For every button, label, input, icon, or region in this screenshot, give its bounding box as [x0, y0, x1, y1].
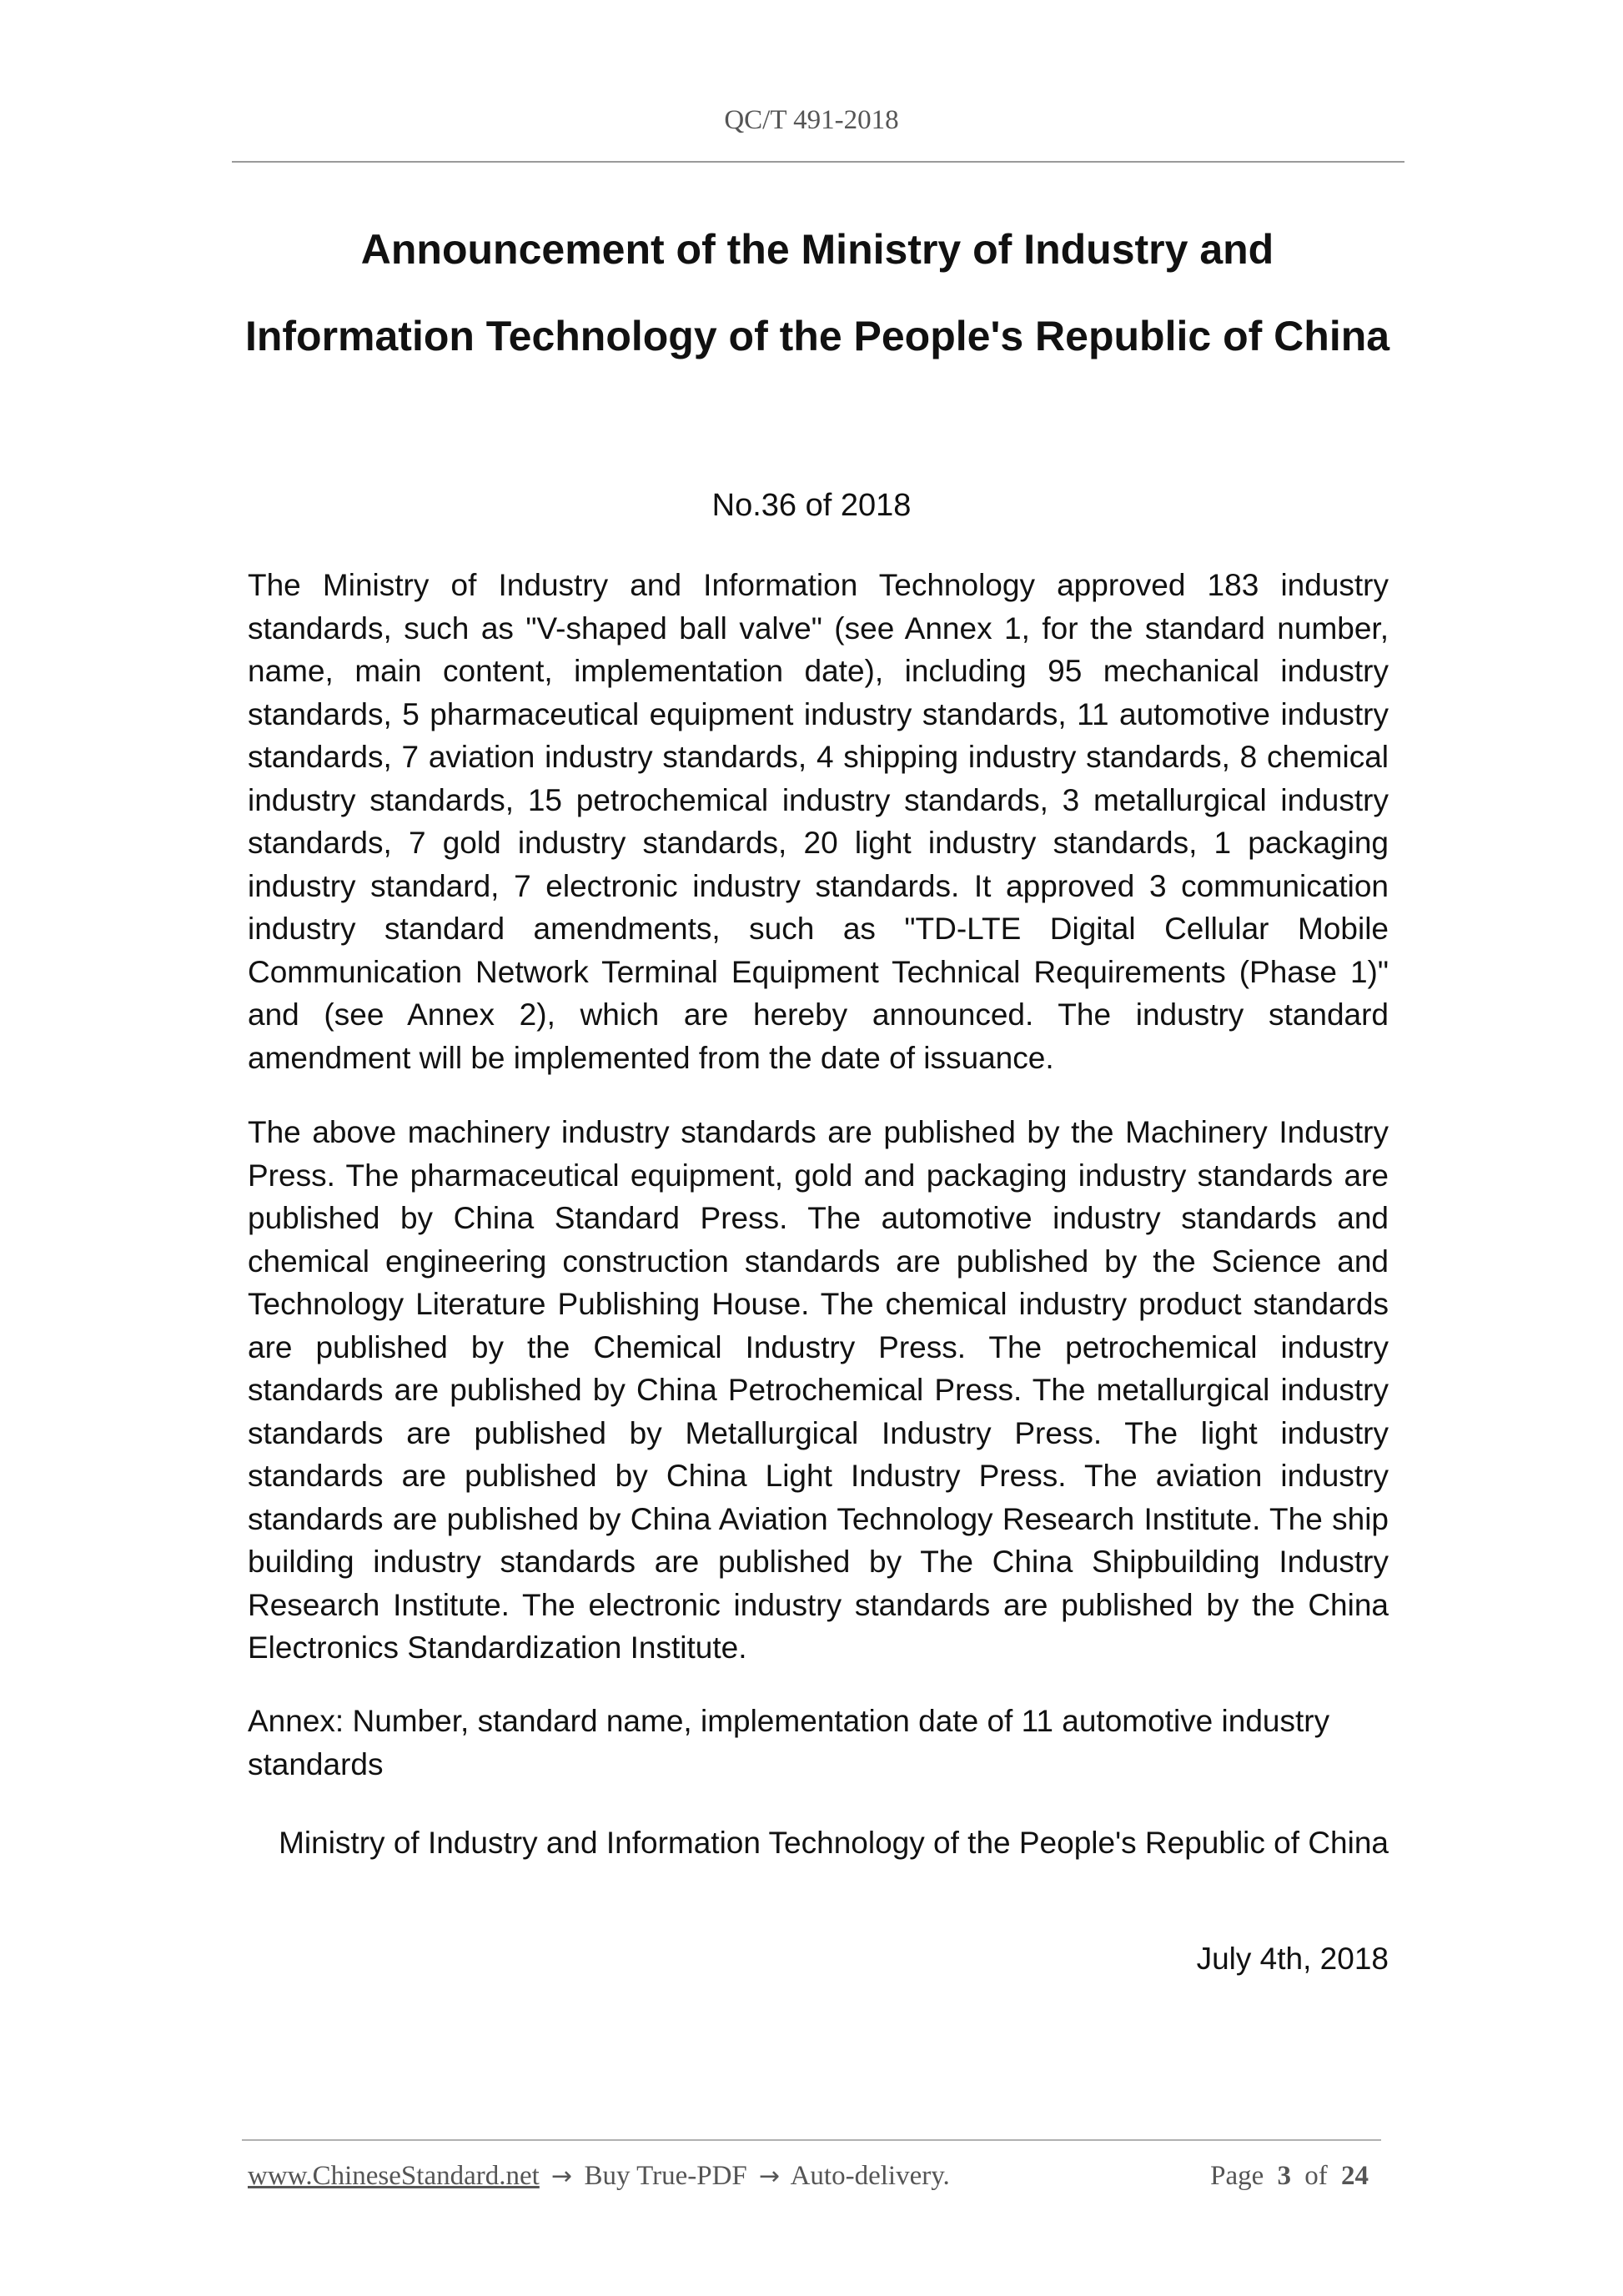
announcement-number: No.36 of 2018	[711, 488, 912, 523]
header-divider	[232, 161, 1404, 163]
page-current: 3	[1277, 2161, 1291, 2191]
paragraph-publishers: The above machinery industry standards are published by the Machinery Industry Press. The pharmaceutical equipment, gold and packaging industry standards are published by China Standard Press. The automotive industry standards and chemical engineering construction standards are published by the Science and Technology Literature Publishing House. The chemical industry product standards are published by the Chemical Industry Press. The petrochemical industry standards are published by China Petrochemical Press. The metallurgical industry standards are published by Metallurgical Industry Press. The light industry standards are published by China Light Industry Press. The aviation industry standards are published by China Aviation Technology Research Institute. The ship building industry standards are published by The China Shipbuilding Industry Research Institute. The electronic industry standards are published by the China Electronics Standardization Institute.	[248, 1115, 1389, 1665]
page-label: Page	[1210, 2161, 1264, 2191]
page-of-label: of	[1304, 2161, 1328, 2191]
announcement-title: Announcement of the Ministry of Industry and Information Technology of the People's Republic of China	[244, 226, 1390, 359]
page-total: 24	[1341, 2161, 1369, 2191]
annex-note: Annex: Number, standard name, implementation date of 11 automotive industry standards	[248, 1704, 1330, 1781]
standard-code-header: QC/T 491-2018	[724, 105, 899, 135]
page-indicator	[1210, 2161, 1375, 2192]
chinesestandard-link[interactable]: www.ChineseStandard.net	[248, 2161, 540, 2191]
paragraph-approved-standards: The Ministry of Industry and Information Technology approved 183 industry standards, such as "V-shaped ball valve" (see Annex 1, for the standard number, name, main content, implementation date), including 95 mechanical industry standards, 5 pharmaceutical equipment industry standards, 11 automotive industry standards, 7 aviation industry standards, 4 shipping industry standards, 8 chemical industry standards, 15 petrochemical industry standards, 3 metallurgical industry standards, 7 gold industry standards, 20 light industry standards, 1 packaging industry standard, 7 electronic industry standards. It approved 3 communication industry standard amendments, such as "TD-LTE Digital Cellular Mobile Communication Network Terminal Equipment Technical Requirements (Phase 1)" and (see Annex 2), which are hereby announced. The industry standard amendment will be implemented from the date of issuance.	[248, 568, 1389, 1075]
footer-promo	[248, 2161, 950, 2192]
auto-delivery-text: Auto-delivery.	[790, 2161, 950, 2191]
buy-pdf-text: Buy True-PDF	[584, 2161, 747, 2191]
signature-ministry: Ministry of Industry and Information Technology of the People's Republic of China	[279, 1826, 1389, 1860]
arrow-right-icon: →	[759, 2162, 781, 2191]
footer-divider	[242, 2139, 1381, 2141]
arrow-right-icon: →	[551, 2162, 573, 2191]
signature-date: July 4th, 2018	[1196, 1942, 1389, 1976]
